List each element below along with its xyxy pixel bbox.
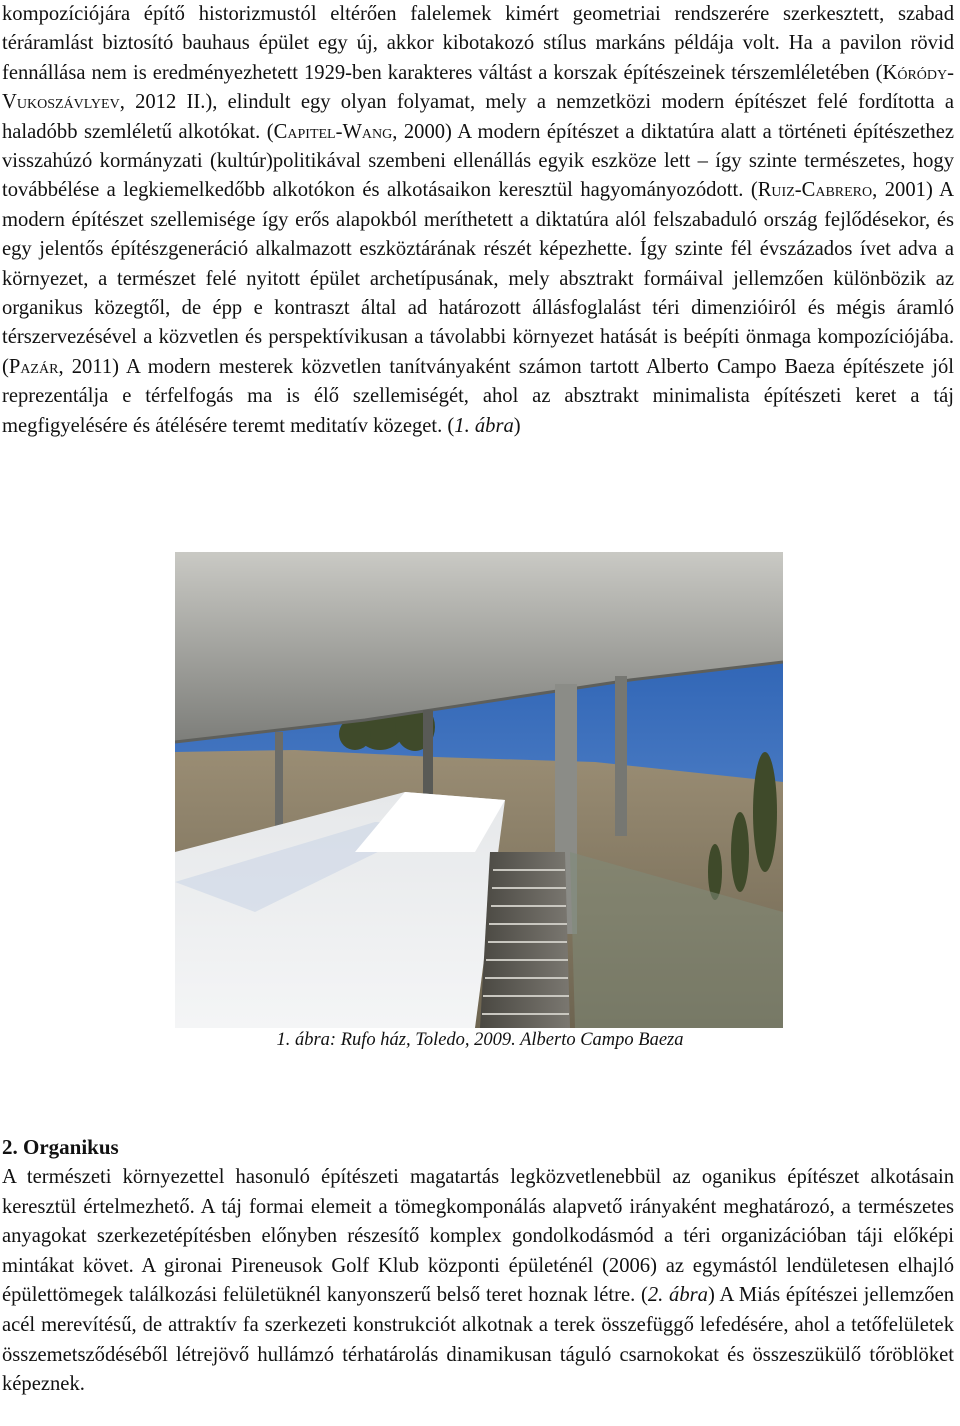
citation-author: Pazár	[8, 355, 59, 378]
text-run: A természeti környezettel hasonuló építészeti magatartás legközvetlenebbül az oganikus építészet alkotásain keresztül értelmezhető. A táj formai elemeit a tömegkomponálás alapvető irányaként meghatározó, a természetes anyagokat szerkezetépítésben előnyben részesítő komplex gondolkodásmód a téri organizációban táji előképi mintákat követ. A gironai Pireneusok Golf Klub központi épületénél (2006) az egymástól lendületesen elhajló épülettömegek találkozási felületüknél kanyonszerű belső teret hoznak létre. (	[2, 1166, 954, 1307]
figure-reference: 1. ábra	[454, 414, 514, 437]
citation-author: Kóródy-Vukoszávlyev	[2, 61, 954, 114]
citation-author: Ruiz-Cabrero	[757, 179, 873, 202]
paragraph-text	[0, 1163, 956, 1400]
section-heading: 2. Organikus	[2, 1135, 119, 1159]
figure-reference: 2. ábra	[647, 1284, 708, 1307]
text-run: , 2000) A modern építészet a diktatúra alatt a történeti építészethez visszahúzó kormányzati (kultúr)politikával szembeni ellenállás egyik eszköze lett – így szinte természetes, hogy továbbélése a legkiemelkedőbb alkotókon és alkotásaikon keresztül hagyományozódott. (	[2, 120, 954, 202]
body-paragraph-2	[0, 1163, 956, 1400]
house-photo-illustration	[175, 552, 783, 1028]
text-run: ) A Miás építészei jellemzően acél merevítésű, de attraktív fa szerkezeti konstrukciót alkotnak a terek összefüggő lefedésére, ahol a tetőfelületek összemetsződéséből létrejövő hullámzó térhatárolás dinamikusan táguló csarnokokat és összeszükülő tőröblöket képeznek.	[2, 1284, 955, 1396]
paragraph-text	[0, 0, 956, 441]
figure-1-photo	[175, 552, 783, 1028]
body-paragraph-1	[0, 0, 956, 441]
stairwell	[480, 852, 570, 1028]
text-run: )	[513, 414, 521, 437]
text-run: kompozíciójára építő historizmustól eltérően falelemek kimért geometriai rendszerére szerkesztett, szabad téráramlást biztosító bauhaus épület egy új, akkor kibotakozó stílus markáns példája volt. Ha a pavilon rövid fennállása nem is eredményezhetett 1929-ben karakteres váltást a korszak építészeinek térszemléletében (	[2, 3, 954, 84]
text-run: , 2011) A modern mesterek közvetlen tanítványaként számon tartott Alberto Campo Baeza építészete jól reprezentálja e térfelfogás ma is élő szellemiségét, ahol az absztrakt minimalista építészeti keret a táj megfigyelésére és átélésére teremt meditatív közeget. (	[2, 355, 954, 437]
text-run: , 2012 II.), elindult egy olyan folyamat, mely a nemzetközi modern építészet felé fordította a haladóbb szemléletű alkotókat. (	[2, 91, 954, 143]
figure-caption: 1. ábra: Rufo ház, Toledo, 2009. Alberto Campo Baeza	[276, 1030, 684, 1050]
text-run: , 2001) A modern építészet szellemisége így erős alapokból meríthetett a diktatúra alól felszabaduló ország fejlődésekor, és egy jelentős építészgeneráció alkalmazott eszköztárának részét képezhette. Így szinte fél évszázados ívet adva a környezet, a természet felé nyitott épület archetípusának, mely absztrakt formáival jellemzően különbözik az organikus közegtől, de épp e kontraszt által ad határozott állásfoglalást téri dimenzióiról és mégis áramló térszervezésével a közvetlen és perspektívikusan a távolabbi környezet hatását is beépíti önmaga kompozíciójába. (	[2, 179, 954, 378]
column	[615, 676, 627, 836]
citation-author: Capitel-Wang	[273, 120, 393, 143]
